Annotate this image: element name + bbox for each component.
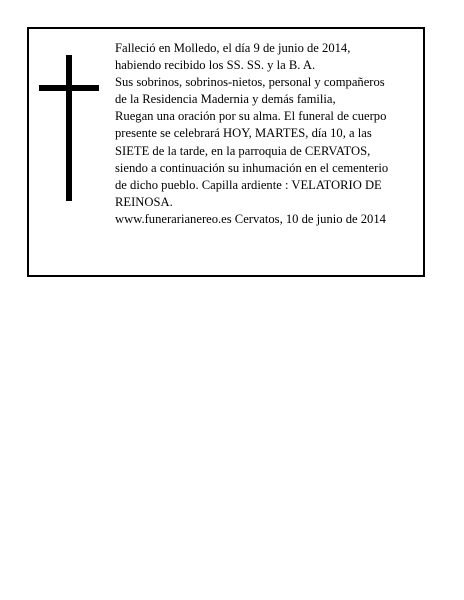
notice-line-burial: siendo a continuación su inhumación en el cementerio: [115, 160, 389, 175]
obituary-notice: [27, 27, 425, 277]
cross-horizontal-bar: [39, 85, 99, 91]
notice-line-prayer: Ruegan una oración por su alma. El funeral de cuerpo: [115, 109, 387, 124]
notice-line-website-date: www.funerarianereo.es Cervatos, 10 de junio de 2014: [115, 211, 386, 226]
notice-line-death: Falleció en Molledo, el día 9 de junio de 2014,: [115, 41, 351, 55]
notice-line-funeral-time: presente se celebrará HOY, MARTES, día 10, a las: [115, 126, 372, 141]
notice-text: [115, 40, 415, 228]
notice-line-residence: de la Residencia Madernia y demás familia,: [115, 92, 336, 107]
notice-line-chapel: de dicho pueblo. Capilla ardiente : VELATORIO DE: [115, 177, 382, 192]
notice-line-parish: SIETE de la tarde, en la parroquia de CERVATOS,: [115, 143, 371, 158]
notice-line-location: REINOSA.: [115, 194, 173, 209]
notice-line-sacraments: habiendo recibido los SS. SS. y la B. A.: [115, 58, 316, 73]
notice-line-mourners: Sus sobrinos, sobrinos-nietos, personal y compañeros: [115, 75, 385, 90]
cross-icon: [39, 55, 99, 201]
cross-vertical-bar: [66, 55, 72, 201]
